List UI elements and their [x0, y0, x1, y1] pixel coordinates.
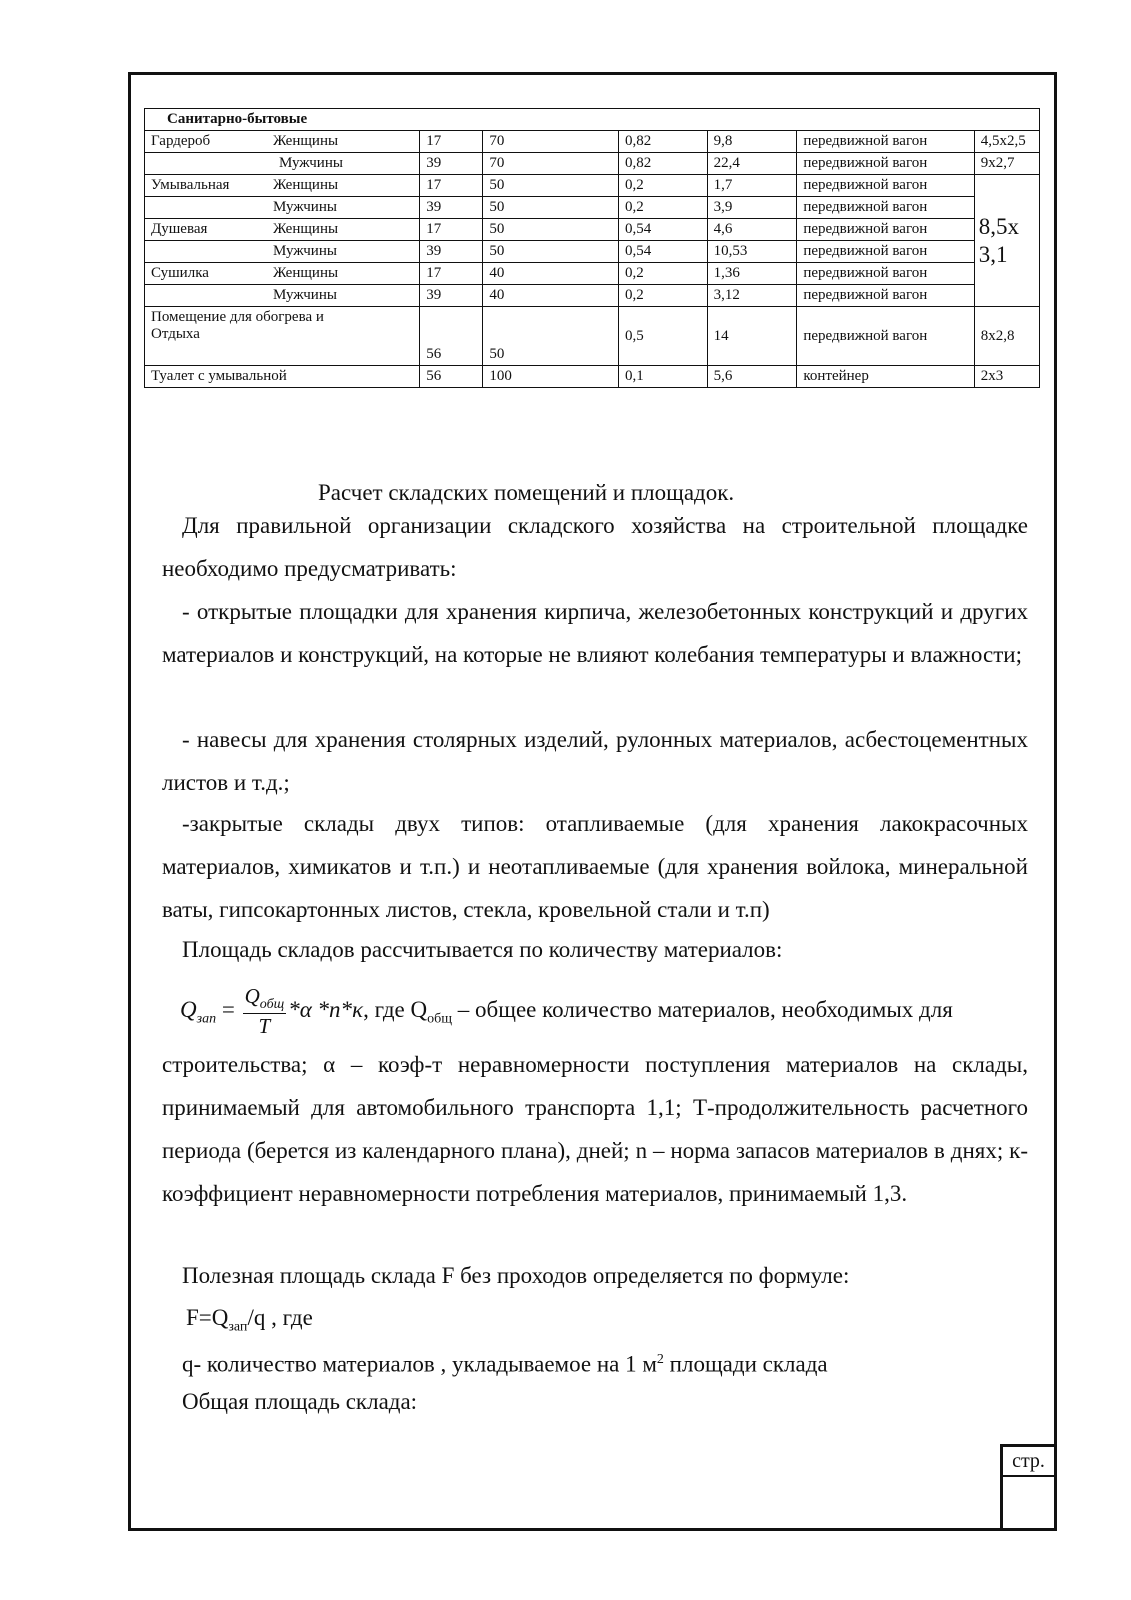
- table-cell: 39: [420, 197, 483, 219]
- table-cell: передвижной вагон: [797, 175, 974, 197]
- table-cell: 39: [420, 153, 483, 175]
- room-cell: Мужчины: [145, 241, 420, 263]
- table-cell: передвижной вагон: [797, 307, 974, 366]
- table-row: [145, 366, 1040, 388]
- room-cell: Мужчины: [145, 285, 420, 307]
- table-cell: 0,54: [618, 241, 707, 263]
- table-row: [145, 175, 1040, 197]
- section-heading: Расчет складских помещений и площадок.: [318, 480, 735, 505]
- merged-size-line: 3,1: [978, 241, 1008, 267]
- table-cell: 17: [420, 131, 483, 153]
- paragraph-10: Общая площадь склада:: [182, 1389, 418, 1414]
- formula-tail: *α *n*κ: [288, 996, 364, 1022]
- table-cell: 56: [420, 366, 483, 388]
- room-cell: Душевая Женщины: [145, 219, 420, 241]
- table-cell: 0,82: [618, 153, 707, 175]
- table-cell: 0,2: [618, 263, 707, 285]
- room-cell: Гардероб Женщины: [145, 131, 420, 153]
- table-cell: 4,6: [707, 219, 797, 241]
- table-cell: 4,5х2,5: [974, 131, 1039, 153]
- table-row: [145, 307, 1040, 366]
- page-label: стр.: [1003, 1447, 1054, 1477]
- table-cell: 0,54: [618, 219, 707, 241]
- page-stamp: [1000, 1444, 1057, 1531]
- table-cell: 2х3: [974, 366, 1039, 388]
- table-cell: 22,4: [707, 153, 797, 175]
- table-cell: 50: [483, 197, 619, 219]
- table-cell: 3,9: [707, 197, 797, 219]
- table-cell: 40: [483, 285, 619, 307]
- table-cell: 1,36: [707, 263, 797, 285]
- table-cell: 14: [707, 307, 797, 366]
- paragraph-7: Полезная площадь склада F без проходов определяется по формуле:: [182, 1263, 850, 1288]
- table-cell: 50: [483, 219, 619, 241]
- formula-fraction: $\frac{Q_{общ}}{T}$: [244, 984, 285, 1039]
- table-cell: 100: [483, 366, 619, 388]
- paragraph-3: - навесы для хранения столярных изделий, рулонных материалов, асбестоцементных листов и т.д.;: [162, 727, 1028, 795]
- table-cell: 0,2: [618, 197, 707, 219]
- paragraph-4: -закрытые склады двух типов: отапливаемые (для хранения лакокрасочных материалов, химикатов и т.п.) и неотапливаемые (для хранения войлока, минеральной ваты, гипсокартонных листов, стекла, кровельной стали и т.п): [162, 811, 1028, 922]
- table-cell: 50: [483, 175, 619, 197]
- room-name-line: Отдыха: [151, 326, 200, 342]
- table-cell: 70: [483, 131, 619, 153]
- table-cell: 17: [420, 263, 483, 285]
- table-cell: 5,6: [707, 366, 797, 388]
- merged-size-cell: [974, 175, 1039, 307]
- formula-lhs: $Q_{зап}$: [180, 996, 217, 1027]
- paragraph-9: q- количество материалов , укладываемое на 1 $м^2$ площади склада: [182, 1351, 828, 1377]
- table-cell: 0,1: [618, 366, 707, 388]
- table-cell: 39: [420, 241, 483, 263]
- room-name-line: Помещение для обогрева и: [151, 309, 324, 325]
- table-cell: 17: [420, 175, 483, 197]
- table-cell: 0,82: [618, 131, 707, 153]
- room-cell: Сушилка Женщины: [145, 263, 420, 285]
- table-cell: 9,8: [707, 131, 797, 153]
- table-cell: 40: [483, 263, 619, 285]
- paragraph-8: $F=Q_{зап}/q$ , где: [186, 1305, 313, 1335]
- table-cell: 0,2: [618, 285, 707, 307]
- table-cell: 70: [483, 153, 619, 175]
- paragraph-2: - открытые площадки для хранения кирпича, железобетонных конструкций и других материалов и конструкций, на которые не влияют колебания температуры и влажности;: [162, 599, 1028, 667]
- paragraph-6: строительства; α – коэф-т неравномерности поступления материалов на склады, принимаемый для автомобильного транспорта 1,1; Т-продолжительность расчетного периода (берется из календарного плана), дней; n – норма запасов материалов в днях; к- коэффициент неравномерности потребления материалов, принимаемый 1,3.: [162, 1052, 1028, 1206]
- table-cell: 10,53: [707, 241, 797, 263]
- section-title: Санитарно-бытовые: [145, 109, 1040, 131]
- room-cell: Мужчины: [145, 153, 420, 175]
- table-cell: 8х2,8: [974, 307, 1039, 366]
- room-cell: Мужчины: [145, 197, 420, 219]
- table-cell: передвижной вагон: [797, 241, 974, 263]
- table-cell: 17: [420, 219, 483, 241]
- table-row: [145, 197, 1040, 219]
- table-row: [145, 263, 1040, 285]
- room-cell: [145, 307, 420, 366]
- room-cell: Туалет с умывальной: [145, 366, 420, 388]
- merged-size-line: 8,5х: [978, 213, 1019, 239]
- table-cell: 56: [420, 307, 483, 366]
- facilities-table: [144, 108, 1040, 388]
- table-cell: 1,7: [707, 175, 797, 197]
- table-cell: передвижной вагон: [797, 263, 974, 285]
- room-cell: Умывальная Женщины: [145, 175, 420, 197]
- table-cell: передвижной вагон: [797, 197, 974, 219]
- table-cell: 39: [420, 285, 483, 307]
- table-cell: передвижной вагон: [797, 285, 974, 307]
- table-cell: 50: [483, 307, 619, 366]
- table-cell: 0,2: [618, 175, 707, 197]
- table-row: [145, 285, 1040, 307]
- table-cell: контейнер: [797, 366, 974, 388]
- table-row: [145, 241, 1040, 263]
- table-cell: 9х2,7: [974, 153, 1039, 175]
- table-cell: передвижной вагон: [797, 131, 974, 153]
- table-cell: 0,5: [618, 307, 707, 366]
- formula-line: $Q_{зап}$ = $\frac{Q_{общ}}{T}$ *α *n*κ, где $Q_{общ}$ – общее количество материалов, необходимых для: [180, 984, 953, 1039]
- table-cell: передвижной вагон: [797, 219, 974, 241]
- table-section-row: [145, 109, 1040, 131]
- table-row: [145, 153, 1040, 175]
- table-cell: 50: [483, 241, 619, 263]
- table-cell: 3,12: [707, 285, 797, 307]
- table-row: [145, 131, 1040, 153]
- paragraph-1: Для правильной организации складского хозяйства на строительной площадке необходимо предусматривать:: [162, 513, 1028, 581]
- paragraph-5: Площадь складов рассчитывается по количеству материалов:: [182, 937, 783, 962]
- table-cell: передвижной вагон: [797, 153, 974, 175]
- table-row: [145, 219, 1040, 241]
